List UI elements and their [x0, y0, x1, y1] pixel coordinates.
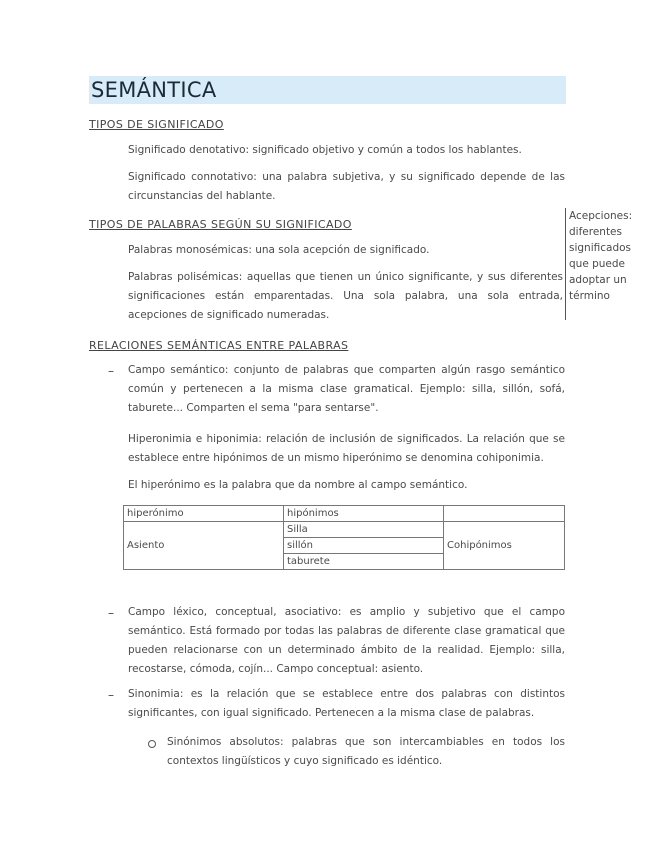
paragraph-campo-lexico: Campo léxico, conceptual, asociativo: es amplio y subjetivo que el campo semántico. Está formado por todas las palabras de diferente clase gramatical que pueden relacionarse con un determinado ámbito de la realidad. Ejemplo: silla, recostarse, cómoda, cojín... Campo conceptual: asiento. [128, 606, 565, 675]
bullet-dash: – [108, 688, 114, 702]
paragraph-monosemicas: Palabras monosémicas: una sola acepción de significado. [128, 244, 430, 256]
paragraph-denotativo: Significado denotativo: significado objetivo y común a todos los hablantes. [128, 144, 522, 156]
table-cell-hiponimo: taburete [284, 554, 444, 570]
page-title: SEMÁNTICA [89, 76, 566, 104]
hyperonym-table [123, 505, 565, 570]
bullet-circle [148, 740, 156, 748]
table-header-row [124, 506, 565, 522]
paragraph-connotativo: Significado connotativo: una palabra subjetiva, y su significado depende de las circunstancias del hablante. [128, 171, 565, 202]
table-cell-hiponimo: Silla [284, 522, 444, 538]
bullet-dash: – [108, 606, 114, 620]
table-row [124, 522, 565, 538]
table-header-cell: hiperónimo [124, 506, 284, 522]
heading-relaciones: RELACIONES SEMÁNTICAS ENTRE PALABRAS [89, 339, 349, 352]
table-header-cell: hipónimos [284, 506, 444, 522]
side-note: Acepciones: diferentes significados que puede adoptar un término [565, 208, 641, 320]
table-cell-cohiponimos: Cohipónimos [444, 522, 565, 570]
table-cell-hiperonimo: Asiento [124, 522, 284, 570]
paragraph-hiperonimo-nota: El hiperónimo es la palabra que da nombre al campo semántico. [128, 479, 468, 491]
table-cell-hiponimo: sillón [284, 538, 444, 554]
bullet-dash: – [108, 364, 114, 378]
paragraph-campo-semantico: Campo semántico: conjunto de palabras que comparten algún rasgo semántico común y pertenecen a la misma clase gramatical. Ejemplo: silla, sillón, sofá, taburete... Comparten el sema "para sentarse". [128, 364, 565, 414]
paragraph-polisemicas: Palabras polisémicas: aquellas que tienen un único significante, y sus diferentes significaciones están emparentadas. Una sola palabra, una sola entrada, acepciones de significado numeradas. [128, 271, 563, 321]
paragraph-sinonimia: Sinonimia: es la relación que se establece entre dos palabras con distintos significantes, con igual significado. Pertenecen a la misma clase de palabras. [128, 688, 565, 719]
table-header-cell [444, 506, 565, 522]
paragraph-sinonimos-absolutos: Sinónimos absolutos: palabras que son intercambiables en todos los contextos lingüísticos y cuyo significado es idéntico. [167, 736, 565, 767]
heading-tipos-significado: TIPOS DE SIGNIFICADO [89, 118, 224, 131]
paragraph-hiperonimia: Hiperonimia e hiponimia: relación de inclusión de significados. La relación que se establece entre hipónimos de un mismo hiperónimo se denomina cohiponimia. [128, 433, 565, 464]
heading-tipos-palabras: TIPOS DE PALABRAS SEGÚN SU SIGNIFICADO [89, 218, 352, 231]
